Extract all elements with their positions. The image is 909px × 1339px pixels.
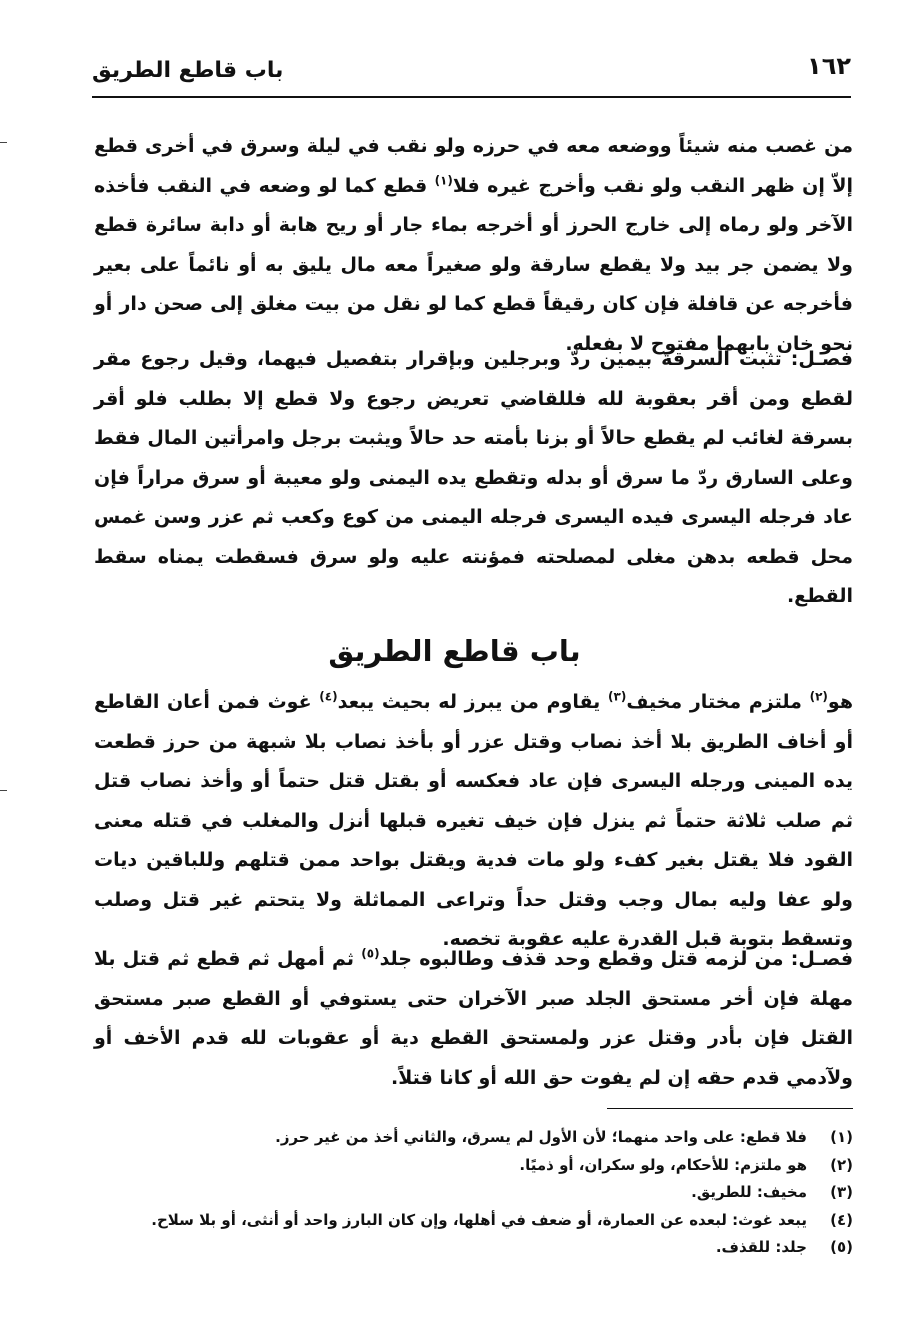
footnote-ref-2[interactable]: (٢) [809,689,828,704]
footnote-ref-4[interactable]: (٤) [319,689,338,704]
paragraph-text: ثم أمهل ثم قطع ثم قتل بلا مهلة فإن أخر مستحق الجلد صبر الآخران حتى يستوفي أو القطع صبر مستحق القتل فإن بأدر وقتل عزر ولمستحق القطع دية أو عقوبات لله قدم الأخف أو ولآدمي قدم حقه إن لم يفوت حق الله أو كانا قتلاً. [94,948,853,1089]
footnote-item [94,1124,853,1152]
paragraph-proof-of-theft [94,340,853,617]
page-number: ١٦٢ [807,52,851,80]
footnote-number: (٤) [830,1210,853,1229]
paragraph-text: تثبت السرقة بيمين ردّ وبرجلين وبإقرار بتفصيل فيهما، وقيل رجوع مقر لقطع ومن أقر بعقوبة لله فللقاضي تعريض رجوع ولا قطع إلا بطلب فلو أقر بسرقة لغائب لم يقطع حالاً أو بزنا بأمته حد حالاً ويثبت برجل وامرأتين المال فقط وعلى السارق ردّ ما سرق أو بدله وتقطع يده اليمنى ولو معيبة أو سرق مراراً فإن عاد فرجله اليسرى فيده اليسرى فرجله اليمنى من كوع وكعب ثم عزر وسن غمس محل قطعه بدهن مغلى لمصلحته فمؤنته عليه ولو سرق فسقطت يمناه سقط القطع. [94,348,853,607]
section-lead-word: فصـل: [790,948,854,970]
footnote-number: (١) [830,1128,853,1146]
scan-margin-mark [0,790,7,791]
footnote-number: (٥) [830,1238,853,1256]
footnote-number: (٢) [830,1155,853,1174]
section-heading: باب قاطع الطريق [328,634,581,668]
paragraph-text: قطع كما لو وضعه في النقب فأخذه الآخر ولو رماه إلى خارج الحرز أو أخرجه بماء جار أو ريح هابة أو دابة سائرة قطع ولا يضمن جر بيد ولا يقطع سارقة ولو صغيراً معه مال يليق به أو نائماً على بعير فأخرجه عن قافلة فإن كان رقيقاً قطع كما لو نقل من بيت مغلق إلى صحن دار أو نحو خان بابهما مفتوح لا بفعله. [94,174,853,355]
footnote-item [94,1179,853,1207]
paragraph-text: هو [827,691,853,713]
section-lead-word: فصـل: [790,348,853,370]
footnote-number: (٣) [830,1183,853,1201]
footnote-ref-3[interactable]: (٣) [608,689,627,704]
footnote-text: جلد: للقذف. [715,1238,807,1256]
page-header [92,52,851,98]
footnote-item [94,1152,853,1180]
footnote-ref-1[interactable]: (١) [434,173,453,188]
footnote-ref-5[interactable]: (٥) [361,946,380,961]
scan-margin-mark [0,142,7,143]
footnote-item [94,1234,853,1262]
footnote-text: فلا قطع: على واحد منهما؛ لأن الأول لم يسرق، والثاني أخذ من غير حرز. [275,1128,807,1146]
footnote-text: هو ملتزم: للأحكام، ولو سكران، أو ذميًا. [519,1155,807,1174]
paragraph-text: غوث فمن أعان القاطع أو أخاف الطريق بلا أخذ نصاب وقتل عزر أو بأخذ نصاب بلا شبهة من حرز قطعت يده المينى ورجله اليسرى فإن عاد فعكسه أو بقتل قتل حتماً أو وأخذ نصاب قتل ثم صلب ثلاثة حتماً ثم ينزل فإن خيف تغيره قبلها أنزل والمغلب في قتله معنى القود فلا يقتل بغير كفء ولو مات فدية ويقتل بواحد ممن قتلهم وللباقين ديات ولو عفا وليه بمال وجب وقتل حداً وتراعى المماثلة ولا يتحتم غير قتل وصلب وتسقط بتوبة قبل القدرة عليه عقوبة تخصه. [94,691,853,950]
paragraph-highway-robber [94,683,853,960]
footnote-text: مخيف: للطريق. [691,1183,807,1201]
footnote-separator [607,1108,853,1109]
paragraph-text: من غصب منه شيئاً ووضعه معه في حرزه ولو نقب في ليلة وسرق في أخرى قطع إلاّ إن ظهر النقب ولو نقب وأخرج غيره فلا [94,135,853,197]
paragraph-text: من لزمه قتل وقطع وحد قذف وطالبوه جلد [379,948,791,970]
paragraph-text: ملتزم مختار مخيف [626,691,810,713]
paragraph-multiple-punishments [94,940,853,1098]
paragraph-text: يقاوم من يبرز له بحيث يبعد [337,691,609,713]
footnote-text: يبعد غوث: لبعده عن العمارة، أو ضعف في أهلها، وإن كان البارز واحد أو أنثى، أو بلا سلاح. [151,1210,807,1229]
footnote-item [94,1207,853,1235]
footnotes-list [94,1124,853,1262]
running-title: باب قاطع الطريق [92,58,284,83]
paragraph-theft-continued [94,127,853,364]
